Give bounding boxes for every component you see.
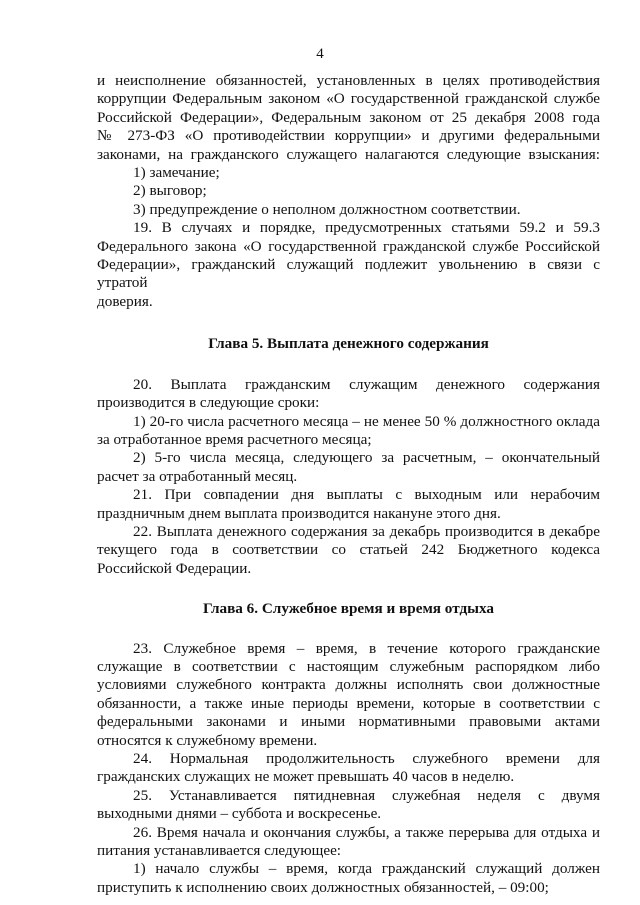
paragraph-21 [97,486,600,523]
list-item: 3) предупреждение о неполном должностном соответствии. [133,200,521,218]
text-line: законами, на гражданского служащего налагаются следующие взыскания: [97,145,600,163]
text-line: 2) 5-го числа месяца, следующего за расчетным, – окончательный [133,449,600,467]
text-line: 24. Нормальная продолжительность служебного времени для [133,750,600,767]
text-line: коррупции Федеральным законом «О государственной гражданской службе [97,90,600,108]
paragraph-20-item-1 [97,413,600,450]
text-line: 1) начало службы – время, когда гражданский служащий должен [133,860,600,878]
paragraph-26-item-1 [97,860,600,897]
intro-paragraph [97,72,600,164]
text-line: Российской Федерации», Федеральным законом от 25 декабря 2008 года [97,108,600,126]
text-line: 20. Выплата гражданским служащим денежного содержания [133,375,600,393]
text-line: № 273-ФЗ «О противодействии коррупции» и другими федеральными [97,127,600,145]
text-line: 26. Время начала и окончания службы, а также перерыва для отдыха и [133,823,600,841]
text-line: Федерального закона «О государственной гражданской службе Российской [97,237,600,255]
paragraph-25 [97,787,600,824]
text-line: 21. При совпадении дня выплаты с выходным или нерабочим [133,486,600,504]
paragraph-22 [97,523,600,578]
text-line: 22. Выплата денежного содержания за декабрь производится в декабре [133,522,600,540]
paragraph-26 [97,824,600,861]
text-line: расчет за отработанный месяц. [97,467,298,485]
text-line: обязанности, а также иные периоды времени, которые в соответствии с [97,694,600,712]
text-line: 19. В случаях и порядке, предусмотренных статьями 59.2 и 59.3 [133,219,600,237]
text-line: относятся к служебному времени. [97,731,318,749]
text-line: праздничным днем выплата производится накануне этого дня. [97,504,501,522]
text-line: условиями служебного контракта должны исполнять свои должностные [97,676,600,694]
paragraph-20 [97,376,600,413]
list-item: 2) выговор; [133,182,207,200]
paragraph-24 [97,750,600,787]
text-line: доверия. [97,292,153,310]
text-line: федеральными законами и иными нормативными правовыми актами [97,713,600,731]
text-line: приступить к исполнению своих должностных обязанностей, – 09:00; [97,878,549,896]
text-line: служащие в соответствии с настоящим служебным распорядком либо [97,657,600,675]
list-item: 1) замечание; [133,164,220,182]
text-line: 25. Устанавливается пятидневная служебная неделя с двумя [133,786,600,804]
page-number: 4 [316,46,324,62]
text-line: гражданских служащих не может превышать 40 часов в неделю. [97,768,515,786]
text-line: 23. Служебное время – время, в течение которого гражданские [133,639,600,657]
chapter-6-heading: Глава 6. Служебное время и время отдыха [203,600,494,618]
paragraph-19 [97,219,600,311]
paragraph-23 [97,640,600,750]
text-line: производится в следующие сроки: [97,394,320,412]
text-line: питания устанавливается следующее: [97,842,342,860]
chapter-5-heading: Глава 5. Выплата денежного содержания [208,335,489,353]
text-line: 1) 20-го числа расчетного месяца – не менее 50 % должностного оклада [133,412,600,430]
text-line: текущего года в соответствии со статьей 242 Бюджетного кодекса [97,541,600,559]
document-body [97,72,600,897]
paragraph-20-item-2 [97,449,600,486]
text-line: Российской Федерации. [97,559,252,577]
text-line: за отработанное время расчетного месяца; [97,430,372,448]
text-line: выходными днями – суббота и воскресенье. [97,805,382,823]
text-line: и неисполнение обязанностей, установленных в целях противодействия [97,72,600,89]
text-line: Федерации», гражданский служащий подлежит увольнению в связи с утратой [97,256,600,292]
